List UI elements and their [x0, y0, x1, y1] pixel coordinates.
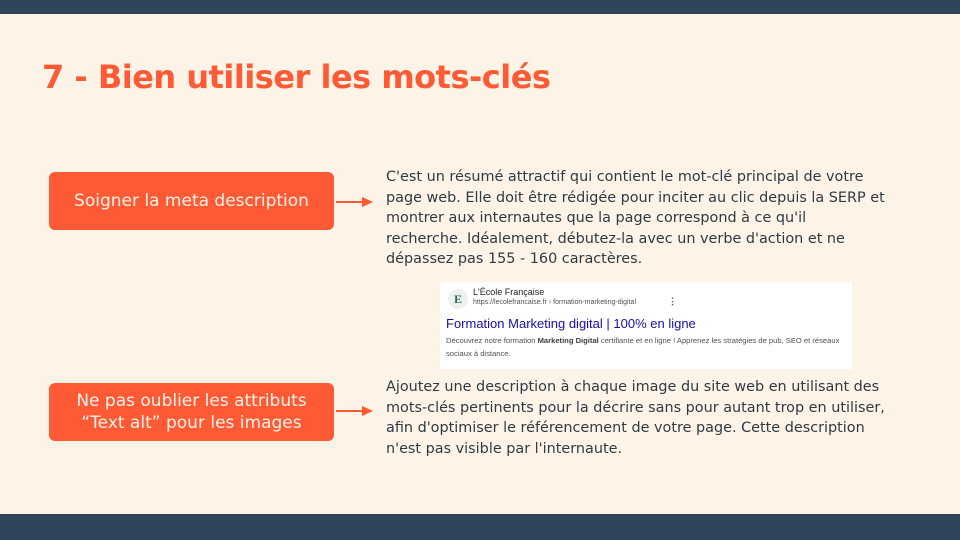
top-banner-bar [0, 0, 960, 14]
serp-snippet-keyword: Marketing Digital [537, 336, 599, 345]
serp-snippet-end: certifiante et en ligne ! Apprenez les stratégies de pub, SEO et réseaux sociaux à distance. [446, 336, 840, 358]
meta-description-text: C'est un résumé attractif qui contient le mot-clé principal de votre page web. Elle doit être rédigée pour inciter au clic depuis la SERP et montrer aux internautes que la page correspond à ce qu'il recherche. Idéalement, débutez-la avec un verbe d'action et ne dépassez pas 155 - 160 caractères. [386, 169, 885, 267]
meta-description-label-text: Soigner la meta description [74, 191, 309, 211]
alt-text-label-line1: Ne pas oublier les attributs [76, 391, 307, 411]
alt-text-label [49, 383, 334, 441]
serp-site-name: L'École Française [473, 287, 545, 297]
arrow-right-icon [336, 405, 376, 417]
arrow-right-icon [336, 196, 376, 208]
slide-title: 7 - Bien utiliser les mots-clés [42, 58, 551, 96]
site-favicon-icon: E [448, 289, 468, 309]
serp-url: https://lecolefrancaise.fr › formation-marketing-digital [473, 299, 637, 306]
alt-text-description: Ajoutez une description à chaque image du site web en utilisant des mots-clés pertinents pour la décrire sans pour autant trop en utiliser, afin d'optimiser le référencement de votre page. Cette description n'est pas visible par l'internaute. [386, 379, 885, 457]
alt-text-label-text [76, 390, 306, 434]
serp-result-example [440, 282, 852, 369]
alt-text-label-line2: “Text alt” pour les images [81, 413, 302, 433]
serp-snippet-start: Découvrez notre formation [446, 336, 538, 345]
vertical-ellipsis-icon: ⋮ [668, 296, 677, 306]
bottom-banner-bar [0, 514, 960, 540]
serp-snippet [446, 334, 846, 360]
meta-description-label [49, 172, 334, 230]
serp-title-link: Formation Marketing digital | 100% en ligne [446, 316, 696, 331]
